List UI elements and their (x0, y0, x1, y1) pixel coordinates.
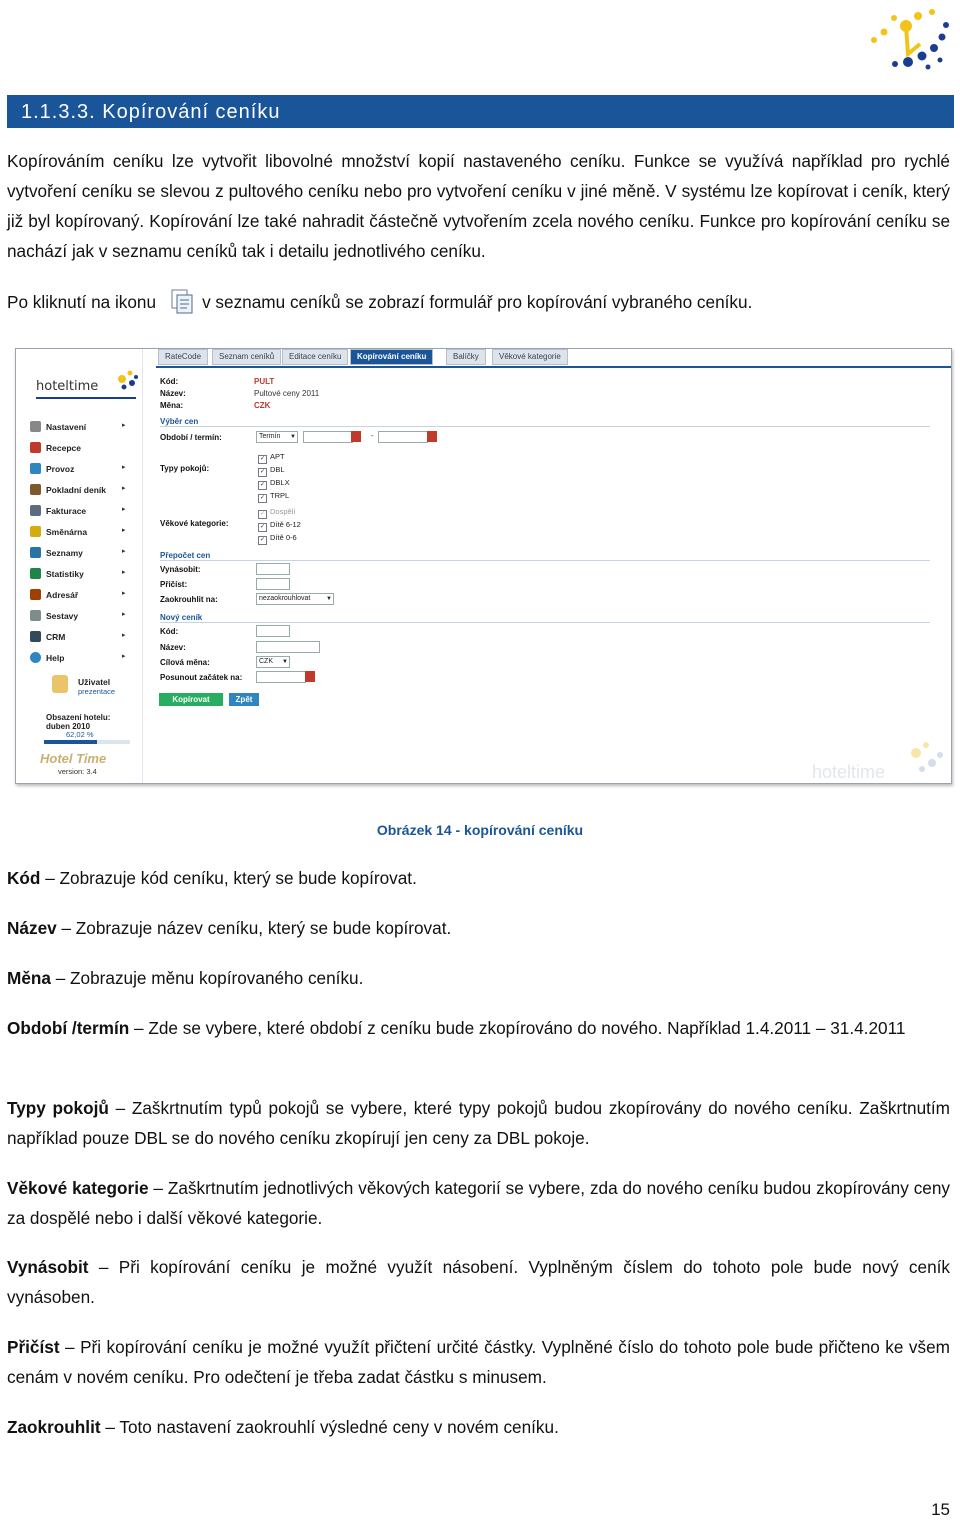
menu-item-sestavy[interactable]: Sestavy ▸ (30, 610, 78, 624)
icon-instruction (7, 287, 950, 317)
checkbox-dite-0-6[interactable]: ✓ Dítě 0-6 (259, 533, 297, 543)
date-to-input[interactable] (378, 431, 428, 443)
definition-obdobi: Období /termín – Zde se vybere, které období z ceníku bude zkopírováno do nového. Například 1.4.2011 – 31.4.2011 (7, 1018, 906, 1038)
occupancy-bar (44, 740, 130, 744)
menu-item-fakturace[interactable]: Fakturace ▸ (30, 505, 86, 519)
menu-item-crm[interactable]: CRM ▸ (30, 631, 65, 645)
kod-value: PULT (254, 377, 275, 386)
checkbox-checked-icon: ✓ (259, 469, 266, 475)
tab-seznam-ceniku[interactable]: Seznam ceníků (212, 349, 281, 365)
menu-item-nastaveni[interactable]: Nastavení ▸ (30, 421, 86, 435)
list-icon (30, 547, 41, 558)
user-keys-icon (52, 675, 68, 693)
typy-pokoju-label: Typy pokojů: (160, 464, 210, 473)
obdobi-select[interactable]: Termín ▼ (256, 431, 298, 443)
date-range-dash: - (371, 431, 374, 440)
checkbox-apt[interactable]: ✓ APT (259, 452, 285, 462)
menu-item-recepce[interactable]: Recepce (30, 442, 81, 456)
pricist-input[interactable] (256, 578, 290, 590)
chevron-right-icon: ▸ (122, 527, 126, 534)
chevron-right-icon: ▸ (122, 464, 126, 471)
vynasobit-label: Vynásobit: (160, 565, 201, 574)
dropdown-arrow-icon: ▼ (290, 434, 296, 440)
definition-kod: Kód – Zobrazuje kód ceníku, který se bude kopírovat. (7, 868, 417, 888)
checkbox-dblx[interactable]: ✓ DBLX (259, 478, 290, 488)
definition-pricist: Přičíst – Při kopírování ceníku je možné využít přičtení určité částky. Vyplněné číslo do tohoto pole bude přičteno ke všem cenám v novém ceníku. Pro odečtení je třeba zadat částku s minusem. (7, 1337, 950, 1387)
checkbox-checked-icon: ✓ (259, 537, 266, 543)
cilova-mena-select[interactable]: CZK ▼ (256, 656, 290, 668)
checkbox-checked-icon: ✓ (259, 495, 266, 501)
obdobi-label: Období / termín: (160, 433, 222, 442)
definition-nazev: Název – Zobrazuje název ceníku, který se bude kopírovat. (7, 918, 452, 938)
app-logo-text: hoteltime (36, 379, 99, 394)
new-nazev-label: Název: (160, 643, 186, 652)
reports-icon (30, 610, 41, 621)
tab-underline (156, 366, 951, 368)
section-prepocet-cen: Přepočet cen (160, 551, 930, 561)
pricist-label: Přičíst: (160, 580, 188, 589)
calendar-icon[interactable] (305, 671, 315, 682)
chevron-right-icon: ▸ (122, 548, 126, 555)
exchange-icon (30, 526, 41, 537)
zaokrouhlit-select[interactable]: nezaokrouhlovat ▼ (256, 593, 334, 605)
back-button[interactable]: Zpět (229, 693, 259, 706)
address-book-icon (30, 589, 41, 600)
definition-vynasobit: Vynásobit – Při kopírování ceníku je možné využít násobení. Vyplněným číslem do tohoto pole bude nový ceník vynásoben. (7, 1257, 950, 1307)
crm-icon (30, 631, 41, 642)
mena-label: Měna: (160, 401, 184, 410)
help-icon (30, 652, 41, 663)
instruction-text-after: v seznamu ceníků se zobrazí formulář pro kopírování vybraného ceníku. (202, 292, 753, 312)
version-text: version: 3.4 (58, 767, 97, 776)
screenshot-copy-pricelist (15, 348, 952, 784)
new-nazev-input[interactable] (256, 641, 320, 653)
settings-icon (30, 421, 41, 432)
checkbox-dbl[interactable]: ✓ DBL (259, 465, 285, 475)
cilova-mena-label: Cílová měna: (160, 658, 210, 667)
section-vyber-cen: Výběr cen (160, 417, 930, 427)
copy-button[interactable]: Kopírovat (159, 693, 223, 706)
tab-editace-ceniku[interactable]: Editace ceníku (282, 349, 348, 365)
checkbox-trpl[interactable]: ✓ TRPL (259, 491, 290, 501)
new-kod-label: Kód: (160, 627, 179, 636)
occupancy-label: Obsazení hotelu: (46, 713, 111, 722)
watermark-text: hoteltime (812, 762, 886, 782)
calendar-icon[interactable] (427, 431, 437, 442)
invoice-icon (30, 505, 41, 516)
checkbox-checked-icon: ✓ (259, 482, 266, 488)
menu-item-provoz[interactable]: Provoz ▸ (30, 463, 74, 477)
section-title: 1.1.3.3. Kopírování ceníku (21, 101, 281, 123)
dropdown-arrow-icon: ▼ (326, 596, 332, 602)
menu-item-seznamy[interactable]: Seznamy ▸ (30, 547, 83, 561)
operations-icon (30, 463, 41, 474)
definition-mena: Měna – Zobrazuje měnu kopírovaného ceníku. (7, 968, 364, 988)
copy-pricelist-icon (168, 288, 194, 314)
watermark-clock-logo (896, 737, 946, 777)
chevron-right-icon: ▸ (122, 632, 126, 639)
chevron-right-icon: ▸ (122, 422, 126, 429)
section-heading-bar (7, 95, 954, 128)
kod-label: Kód: (160, 377, 179, 386)
calendar-icon[interactable] (351, 431, 361, 442)
menu-item-help[interactable]: Help ▸ (30, 652, 64, 666)
checkbox-checked-icon: ✓ (259, 456, 266, 462)
occupancy-month: duben 2010 (46, 722, 91, 731)
menu-item-smenarna[interactable]: Směnárna ▸ (30, 526, 87, 540)
checkbox-checked-icon: ✓ (259, 511, 266, 517)
vekove-kategorie-label: Věkové kategorie: (160, 519, 229, 528)
new-kod-input[interactable] (256, 625, 290, 637)
app-sidebar (16, 349, 143, 783)
tab-ratecode[interactable]: RateCode (158, 349, 208, 365)
mena-value: CZK (254, 401, 271, 410)
checkbox-checked-icon: ✓ (259, 524, 266, 530)
chevron-right-icon: ▸ (122, 569, 126, 576)
intro-paragraph (7, 146, 950, 266)
zaokrouhlit-label: Zaokrouhlit na: (160, 595, 218, 604)
checkbox-dite-6-12[interactable]: ✓ Dítě 6-12 (259, 520, 301, 530)
hoteltime-clock-logo (862, 4, 954, 72)
section-novy-cenik: Nový ceník (160, 613, 930, 623)
tab-vekove-kategorie[interactable]: Věkové kategorie (492, 349, 568, 365)
figure-caption: Obrázek 14 - kopírování ceníku (376, 822, 584, 838)
chevron-right-icon: ▸ (122, 485, 126, 492)
page-number: 15 (931, 1500, 950, 1519)
chevron-right-icon: ▸ (122, 506, 126, 513)
tab-kopirovani-ceniku[interactable]: Kopírování ceníku (350, 349, 433, 365)
instruction-text-before: Po kliknutí na ikonu (7, 292, 157, 312)
menu-item-adresar[interactable]: Adresář ▸ (30, 589, 78, 603)
occupancy-percent: 62,02 % (66, 730, 94, 739)
chevron-right-icon: ▸ (122, 590, 126, 597)
menu-item-pokladni-denik[interactable]: Pokladní deník ▸ (30, 484, 106, 498)
definition-zaokrouhlit: Zaokrouhlit – Toto nastavení zaokrouhlí výsledné ceny v novém ceníku. (7, 1417, 559, 1437)
intro-text: Kopírováním ceníku lze vytvořit libovolné množství kopií nastaveného ceníku. Funkce se využívá například pro rychlé vytvoření ceníku se slevou z pultového ceníku nebo pro vytvoření ceníku v jiné měně. V systému lze kopírovat i ceník, který již byl kopírovaný. Kopírování lze také nahradit částečně vytvořením zcela nového ceníku. Funkce pro kopírování ceníku se nachází jak v seznamu ceníků tak i detailu jednotlivého ceníku. (7, 151, 950, 261)
posunout-label: Posunout začátek na: (160, 673, 243, 682)
vynasobit-input[interactable] (256, 563, 290, 575)
user-name: prezentace (78, 687, 116, 696)
date-from-input[interactable] (303, 431, 353, 443)
hoteltime-logo-icon (110, 365, 138, 391)
version-logo: Hotel Time (40, 751, 107, 766)
definition-vekove-kategorie: Věkové kategorie – Zaškrtnutím jednotlivých věkových kategorií se vybere, zda do nového ceníku budou zkopírovány ceny za dospělé nebo i další věkové kategorie. (7, 1178, 950, 1228)
cashbook-icon (30, 484, 41, 495)
reception-icon (30, 442, 41, 453)
chevron-right-icon: ▸ (122, 611, 126, 618)
user-label: Uživatel (78, 677, 111, 687)
menu-item-statistiky[interactable]: Statistiky ▸ (30, 568, 84, 582)
nazev-value: Pultové ceny 2011 (254, 389, 320, 398)
posunout-input[interactable] (256, 671, 306, 683)
statistics-icon (30, 568, 41, 579)
checkbox-dospeli[interactable]: ✓ Dospělí (259, 507, 296, 517)
definition-typy-pokoju: Typy pokojů – Zaškrtnutím typů pokojů se vybere, které typy pokojů budou zkopírovány do nového ceníku. Zaškrtnutím například pouze DBL se do nového ceníku zkopírují jen ceny za DBL pokoje. (7, 1098, 950, 1148)
dropdown-arrow-icon: ▼ (282, 659, 288, 665)
nazev-label: Název: (160, 389, 186, 398)
logo-underline (36, 397, 136, 399)
tab-balicky[interactable]: Balíčky (446, 349, 486, 365)
chevron-right-icon: ▸ (122, 653, 126, 660)
